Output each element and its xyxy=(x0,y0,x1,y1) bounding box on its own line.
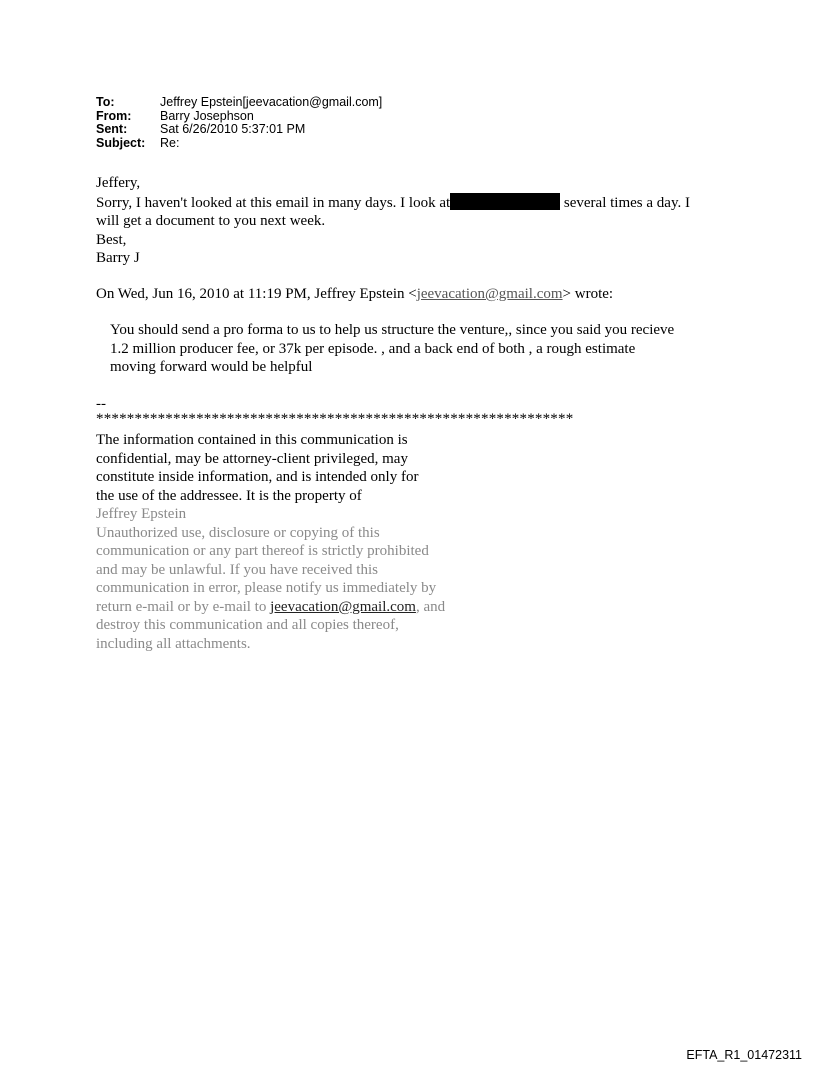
quote-intro-suffix: > wrote: xyxy=(562,286,614,302)
quoted-message xyxy=(110,321,750,377)
document-id: EFTA_R1_01472311 xyxy=(686,1048,802,1062)
to-value: Jeffrey Epstein[jeevacation@gmail.com] xyxy=(160,95,383,109)
quoted-line: You should send a pro forma to us to help us structure the venture,, since you said you recieve xyxy=(110,322,675,338)
disclaimer-gray-line: including all attachments. xyxy=(96,635,251,652)
quoted-line: moving forward would be helpful xyxy=(110,359,313,375)
return-suffix: , and xyxy=(415,598,446,615)
signature-separator: -- xyxy=(96,396,106,412)
sent-label: Sent: xyxy=(96,122,128,136)
sent-value: Sat 6/26/2010 5:37:01 PM xyxy=(160,122,306,136)
greeting: Jeffery, xyxy=(96,175,141,191)
disclaimer-gray-line: Jeffrey Epstein xyxy=(96,506,187,522)
redaction-box xyxy=(450,193,560,210)
quote-intro xyxy=(96,285,613,304)
body-line-2: will get a document to you next week. xyxy=(96,213,326,229)
body-line-1 xyxy=(96,193,736,213)
disclaimer-line: the use of the addressee. It is the property of xyxy=(96,487,362,504)
body-line-1-end: several times a day. I xyxy=(563,194,690,211)
disclaimer-gray-line: and may be unlawful. If you have received this xyxy=(96,561,378,578)
disclaimer-gray-line: communication or any part thereof is strictly prohibited xyxy=(96,543,429,559)
disclaimer-line: confidential, may be attorney-client privileged, may xyxy=(96,450,408,467)
disclaimer-email-link[interactable]: jeevacation@gmail.com xyxy=(270,598,416,615)
body-line-1-start: Sorry, I haven't looked at this email in many days. I look at xyxy=(96,194,451,211)
from-value: Barry Josephson xyxy=(160,108,254,123)
email-body xyxy=(96,174,736,268)
asterisk-divider: ************************************************************** xyxy=(96,411,574,427)
quote-email-link[interactable]: jeevacation@gmail.com xyxy=(416,286,563,302)
sent-row xyxy=(96,123,382,137)
disclaimer-gray-line: destroy this communication and all copies thereof, xyxy=(96,617,399,633)
to-label: To: xyxy=(96,95,115,109)
signature: Barry J xyxy=(96,250,140,266)
confidentiality-disclaimer xyxy=(96,431,496,653)
disclaimer-gray-line: Unauthorized use, disclosure or copying of this xyxy=(96,524,380,541)
disclaimer-line: The information contained in this communication is xyxy=(96,432,408,448)
disclaimer-return-line xyxy=(96,598,496,617)
return-prefix: return e-mail or by e-mail to xyxy=(96,598,271,615)
disclaimer-line: constitute inside information, and is intended only for xyxy=(96,469,419,485)
quote-intro-prefix: On Wed, Jun 16, 2010 at 11:19 PM, Jeffrey Epstein < xyxy=(96,286,417,302)
subject-value: Re: xyxy=(160,135,180,150)
disclaimer-gray-line: communication in error, please notify us immediately by xyxy=(96,580,437,596)
subject-label: Subject: xyxy=(96,135,146,150)
email-header xyxy=(96,96,382,150)
subject-row xyxy=(96,137,382,151)
from-row xyxy=(96,110,382,124)
from-label: From: xyxy=(96,108,132,123)
to-row xyxy=(96,96,382,110)
quoted-line: 1.2 million producer fee, or 37k per episode. , and a back end of both , a rough estimate xyxy=(110,340,636,357)
closing: Best, xyxy=(96,231,127,248)
